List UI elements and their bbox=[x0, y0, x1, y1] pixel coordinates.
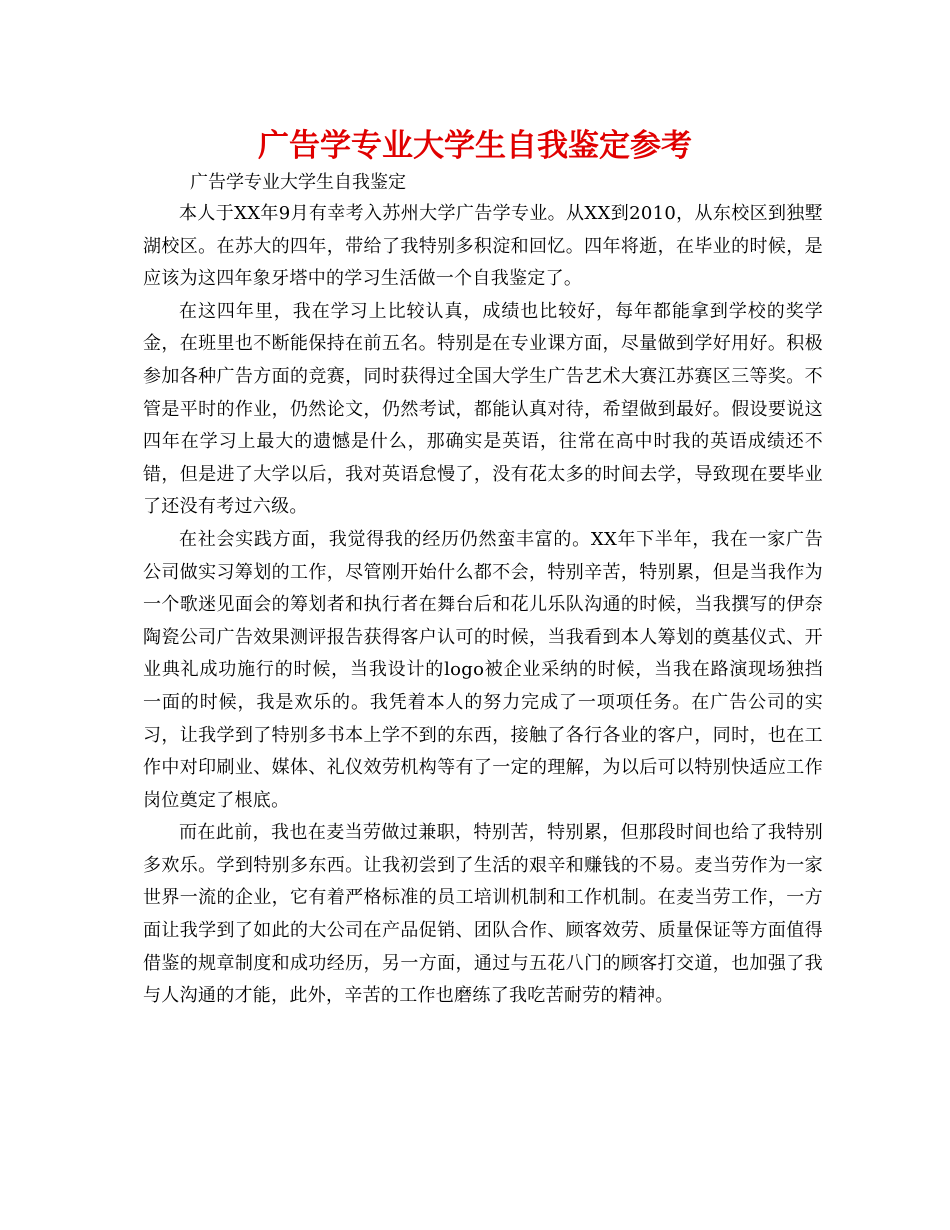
document-body bbox=[143, 198, 823, 1013]
paragraph-enrollment: 本人于XX年9月有幸考入苏州大学广告学专业。从XX到2010，从东校区到独墅湖校区。在苏大的四年，带给了我特别多积淀和回忆。四年将逝，在毕业的时候，是应该为这四年象牙塔中的学习生活做一个自我鉴定了。 bbox=[143, 203, 823, 290]
paragraph-part-time-job: 而在此前，我也在麦当劳做过兼职，特别苦，特别累，但那段时间也给了我特别多欢乐。学到特别多东西。让我初尝到了生活的艰辛和赚钱的不易。麦当劳作为一家世界一流的企业，它有着严格标准的员工培训机制和工作机制。在麦当劳工作，一方面让我学到了如此的大公司在产品促销、团队合作、顾客效劳、质量保证等方面值得借鉴的规章制度和成功经历，另一方面，通过与五花八门的顾客打交道，也加强了我与人沟通的才能，此外，辛苦的工作也磨练了我吃苦耐劳的精神。 bbox=[143, 822, 823, 1007]
document-subtitle: 广告学专业大学生自我鉴定 bbox=[190, 172, 406, 193]
paragraph-study: 在这四年里，我在学习上比较认真，成绩也比较好，每年都能拿到学校的奖学金，在班里也不断能保持在前五名。特别是在专业课方面，尽量做到学好用好。积极参加各种广告方面的竞赛，同时获得过全国大学生广告艺术大赛江苏赛区三等奖。不管是平时的作业，仍然论文，仍然考试，都能认真对待，希望做到最好。假设要说这四年在学习上最大的遗憾是什么，那确实是英语，往常在高中时我的英语成绩还不错，但是进了大学以后，我对英语怠慢了，没有花太多的时间去学，导致现在要毕业了还没有考过六级。 bbox=[143, 300, 823, 518]
document-title: 广告学专业大学生自我鉴定参考 bbox=[258, 128, 692, 164]
paragraph-social-practice: 在社会实践方面，我觉得我的经历仍然蛮丰富的。XX年下半年，我在一家广告公司做实习筹划的工作，尽管刚开始什么都不会，特别辛苦，特别累，但是当我作为一个歌迷见面会的筹划者和执行者在舞台后和花儿乐队沟通的时候，当我撰写的伊奈陶瓷公司广告效果测评报告获得客户认可的时候，当我看到本人筹划的奠基仪式、开业典礼成功施行的时候，当我设计的logo被企业采纳的时候，当我在路演现场独挡一面的时候，我是欢乐的。我凭着本人的努力完成了一项项任务。在广告公司的实习，让我学到了特别多书本上学不到的东西，接触了各行各业的客户，同时，也在工作中对印刷业、媒体、礼仪效劳机构等有了一定的理解，为以后可以特别快适应工作岗位奠定了根底。 bbox=[143, 528, 823, 811]
